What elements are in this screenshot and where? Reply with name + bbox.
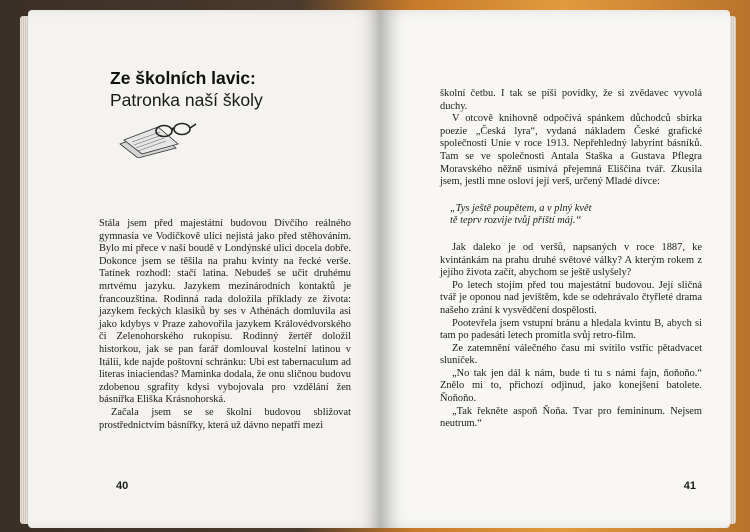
right-page xyxy=(380,10,730,528)
right-paragraph: „Tak řekněte aspoň Ňoňa. Tvar pro femininum. Nejsem neutrum.“ xyxy=(440,405,702,430)
page-edges-left xyxy=(20,16,28,524)
poem-line: tě teprv rozvije tvůj příští máj.“ xyxy=(450,215,582,227)
left-paragraph: Stála jsem před majestátní budovou Dívčího reálného gymnasia ve Vodičkově ulici nejistá jako před stěhováním. Bylo mi přece v naší boudě v Londýnské ulici docela dobře. Dokonce jsem se těšila na prahu kvinty na řecké verše. Tatínek rozhodl: stačí latina. Nebudeš se učit druhému mrtvému jazyku. Jazykem mezinárodních kontaktů je francouzština. Rodinná rada doložila příklady ze života: jazykem řeckých klasiků by ses v Athénách domluvila asi jako kdybys v Praze zahovořila jazykem Královédvorského či Zelenohorského rukopisu. Rodinný žertéř doložil historkou, jak se pan farář domlouval kostelní latinou v Itálii, kde najde poštovní schránku: Ubi est tabernaculum ad literas iniaciendas? Maminka dodala, že onu sličnou budovu zdobenou sgrafity kdysi vybojovala pro vzdělání žen básnířka Eliška Krásnohorská. xyxy=(99,218,351,406)
poem-quote xyxy=(440,203,702,228)
right-paragraph: „No tak jen dál k nám, bude ti tu s námi fajn, ňoňoňo.“ Znělo mi to, přichozí odjinud, jako konejšení batolete. Ňoňoňo. xyxy=(440,367,702,405)
right-paragraph: Pootevřela jsem vstupní bránu a hledala kvintu B, abych si tam po padesáti letech promítla svůj retro-film. xyxy=(440,317,702,342)
right-paragraph: Ze zatemnění válečného času mi svítilo vstříc pětadvacet sluníček. xyxy=(440,342,702,367)
chapter-subtitle: Patronka naší školy xyxy=(110,90,263,110)
left-paragraph: Začala jsem se se školní budovou sbližovat prostřednictvím básnířky, která už dávno nepatří mezi xyxy=(99,406,351,431)
open-book xyxy=(14,10,736,530)
chapter-title: Ze školních lavic: xyxy=(110,68,256,88)
right-paragraph: V otcově knihovně odpočívá spánkem důchodců sbírka poezie „Česká lyra“, vydaná nákladem České grafické společnosti Unie v roce 1913. Nepřehledný labyrint básníků. Tam se ve společnosti Antala Staška a Gustava Pflegra Moravského něžně usmívá přejemná Eliščina tvář. Zkusila jsem, jestli mne osloví její verš, určený Mladé dívce: xyxy=(440,113,702,188)
left-page xyxy=(28,10,380,528)
right-paragraph: Jak daleko je od veršů, napsaných v roce 1887, ke kvintánkám na prahu druhé světové války? A kterým rokem z jejího života začít, abychom se ještě uslyšely? xyxy=(440,241,702,279)
poem-line: „Tys ještě poupětem, a v plný květ xyxy=(450,202,592,214)
page-number-left: 40 xyxy=(116,480,129,492)
right-paragraph: Po letech stojím před tou majestátní budovou. Její sličná tvář je oponou nad jevištěm, kde se odehrávalo čtyřleté drama našeho zrání k vysvědčení dospělosti. xyxy=(440,279,702,316)
page-number-right: 41 xyxy=(683,480,696,492)
left-body-text xyxy=(99,218,351,432)
right-body-text xyxy=(440,88,702,431)
glasses-on-papers-icon xyxy=(116,118,198,163)
right-paragraph: školní četbu. I tak se píši povídky, že si zvědavec vyvolá duchy. xyxy=(440,88,702,112)
